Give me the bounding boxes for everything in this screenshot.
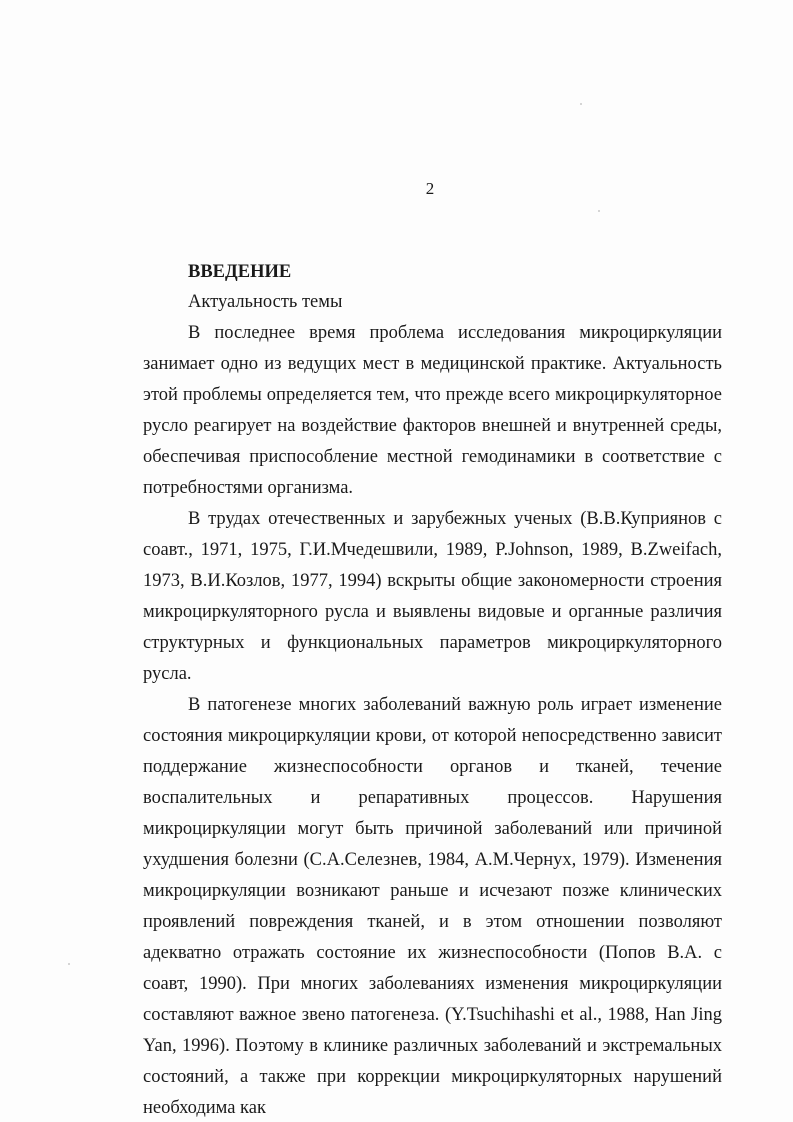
scan-speck: [598, 210, 600, 212]
document-body: [143, 258, 722, 1122]
paragraph: В патогенезе многих заболеваний важную роль играет изменение состояния микроциркуляции крови, от которой непосредственно зависит поддержание жизнеспособности органов и тканей, течение воспалительных и репаративных процессов. Нарушения микроциркуляции могут быть причиной заболеваний или причиной ухудшения болезни (С.А.Селезнев, 1984, А.М.Чернух, 1979). Изменения микроциркуляции возникают раньше и исчезают позже клинических проявлений повреждения тканей, и в этом отношении позволяют адекватно отражать состояние их жизнеспособности (Попов В.А. с соавт, 1990). При многих заболеваниях изменения микроциркуляции составляют важное звено патогенеза. (Y.Tsuchihashi et al., 1988, Han Jing Yan, 1996). Поэтому в клинике различных заболеваний и экстремальных состояний, а также при коррекции микроциркуляторных нарушений необходима как: [143, 695, 722, 1118]
paragraph: В последнее время проблема исследования микроциркуляции занимает одно из ведущих мест в медицинской практике. Актуальность этой проблемы определяется тем, что прежде всего микроциркуляторное русло реагирует на воздействие факторов внешней и внутренней среды, обеспечивая приспособление местной гемодинамики в соответствие с потребностями организма.: [143, 323, 722, 498]
scan-speck: [580, 103, 582, 105]
page-number: 2: [425, 179, 435, 198]
section-subheading: Актуальность темы: [188, 292, 343, 312]
paragraph: В трудах отечественных и зарубежных ученых (В.В.Куприянов с соавт., 1971, 1975, Г.И.Мчедешвили, 1989, P.Johnson, 1989, B.Zweifach, 1973, В.И.Козлов, 1977, 1994) вскрыты общие закономерности строения микроциркуляторного русла и выявлены видовые и органные различия структурных и функциональных параметров микроциркуляторного русла.: [143, 509, 722, 684]
section-heading: ВВЕДЕНИЕ: [188, 262, 292, 282]
scan-speck: [68, 963, 70, 965]
